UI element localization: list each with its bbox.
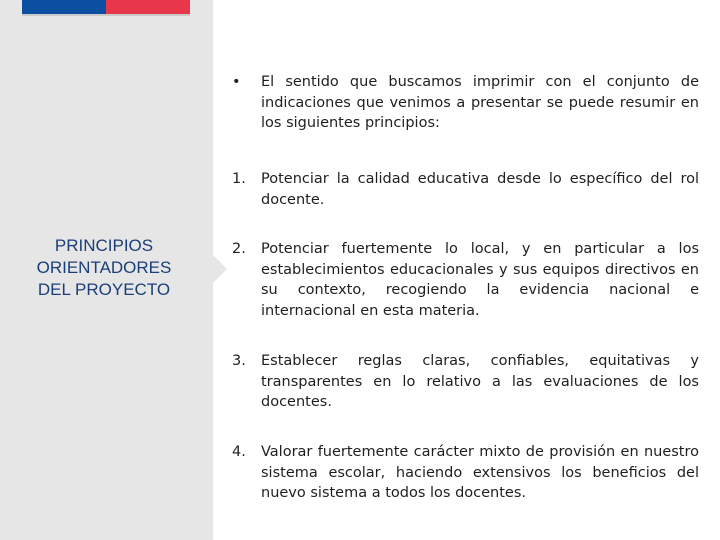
principle-text: Valorar fuertemente carácter mixto de provisión en nuestro sistema escolar, haciendo extensivos los beneficios del nuevo sistema a todos los docentes.: [261, 444, 699, 501]
section-title-line: ORIENTADORES: [36, 258, 172, 277]
intro-bullet: [232, 72, 699, 134]
principle-item-2: [232, 239, 699, 321]
principle-number: 4.: [232, 444, 246, 460]
section-title: [14, 235, 194, 301]
principle-item-4: [232, 442, 699, 504]
flag-underline: [22, 14, 190, 16]
section-title-line: PRINCIPIOS: [54, 236, 154, 255]
flag-red-stripe: [106, 0, 190, 14]
principle-item-1: [232, 169, 699, 210]
principle-text: Potenciar fuertemente lo local, y en particular a los establecimientos educacionales y sus equipos directivos en su contexto, recogiendo la evidencia nacional e internacional en esta materia.: [261, 241, 699, 319]
section-title-line: DEL PROYECTO: [37, 280, 171, 299]
principle-item-3: [232, 351, 699, 413]
principle-text: Establecer reglas claras, confiables, equitativas y transparentes en lo relativo a las evaluaciones de los docentes.: [261, 353, 699, 410]
principle-number: 3.: [232, 353, 246, 369]
principle-number: 2.: [232, 241, 246, 257]
panel-arrow: [213, 255, 227, 283]
flag-blue-stripe: [22, 0, 106, 14]
bullet-marker: •: [232, 74, 241, 90]
principle-text: Potenciar la calidad educativa desde lo específico del rol docente.: [261, 171, 699, 208]
principle-number: 1.: [232, 171, 246, 187]
intro-text: El sentido que buscamos imprimir con el conjunto de indicaciones que venimos a presentar se puede resumir en los siguientes principios:: [261, 74, 699, 131]
